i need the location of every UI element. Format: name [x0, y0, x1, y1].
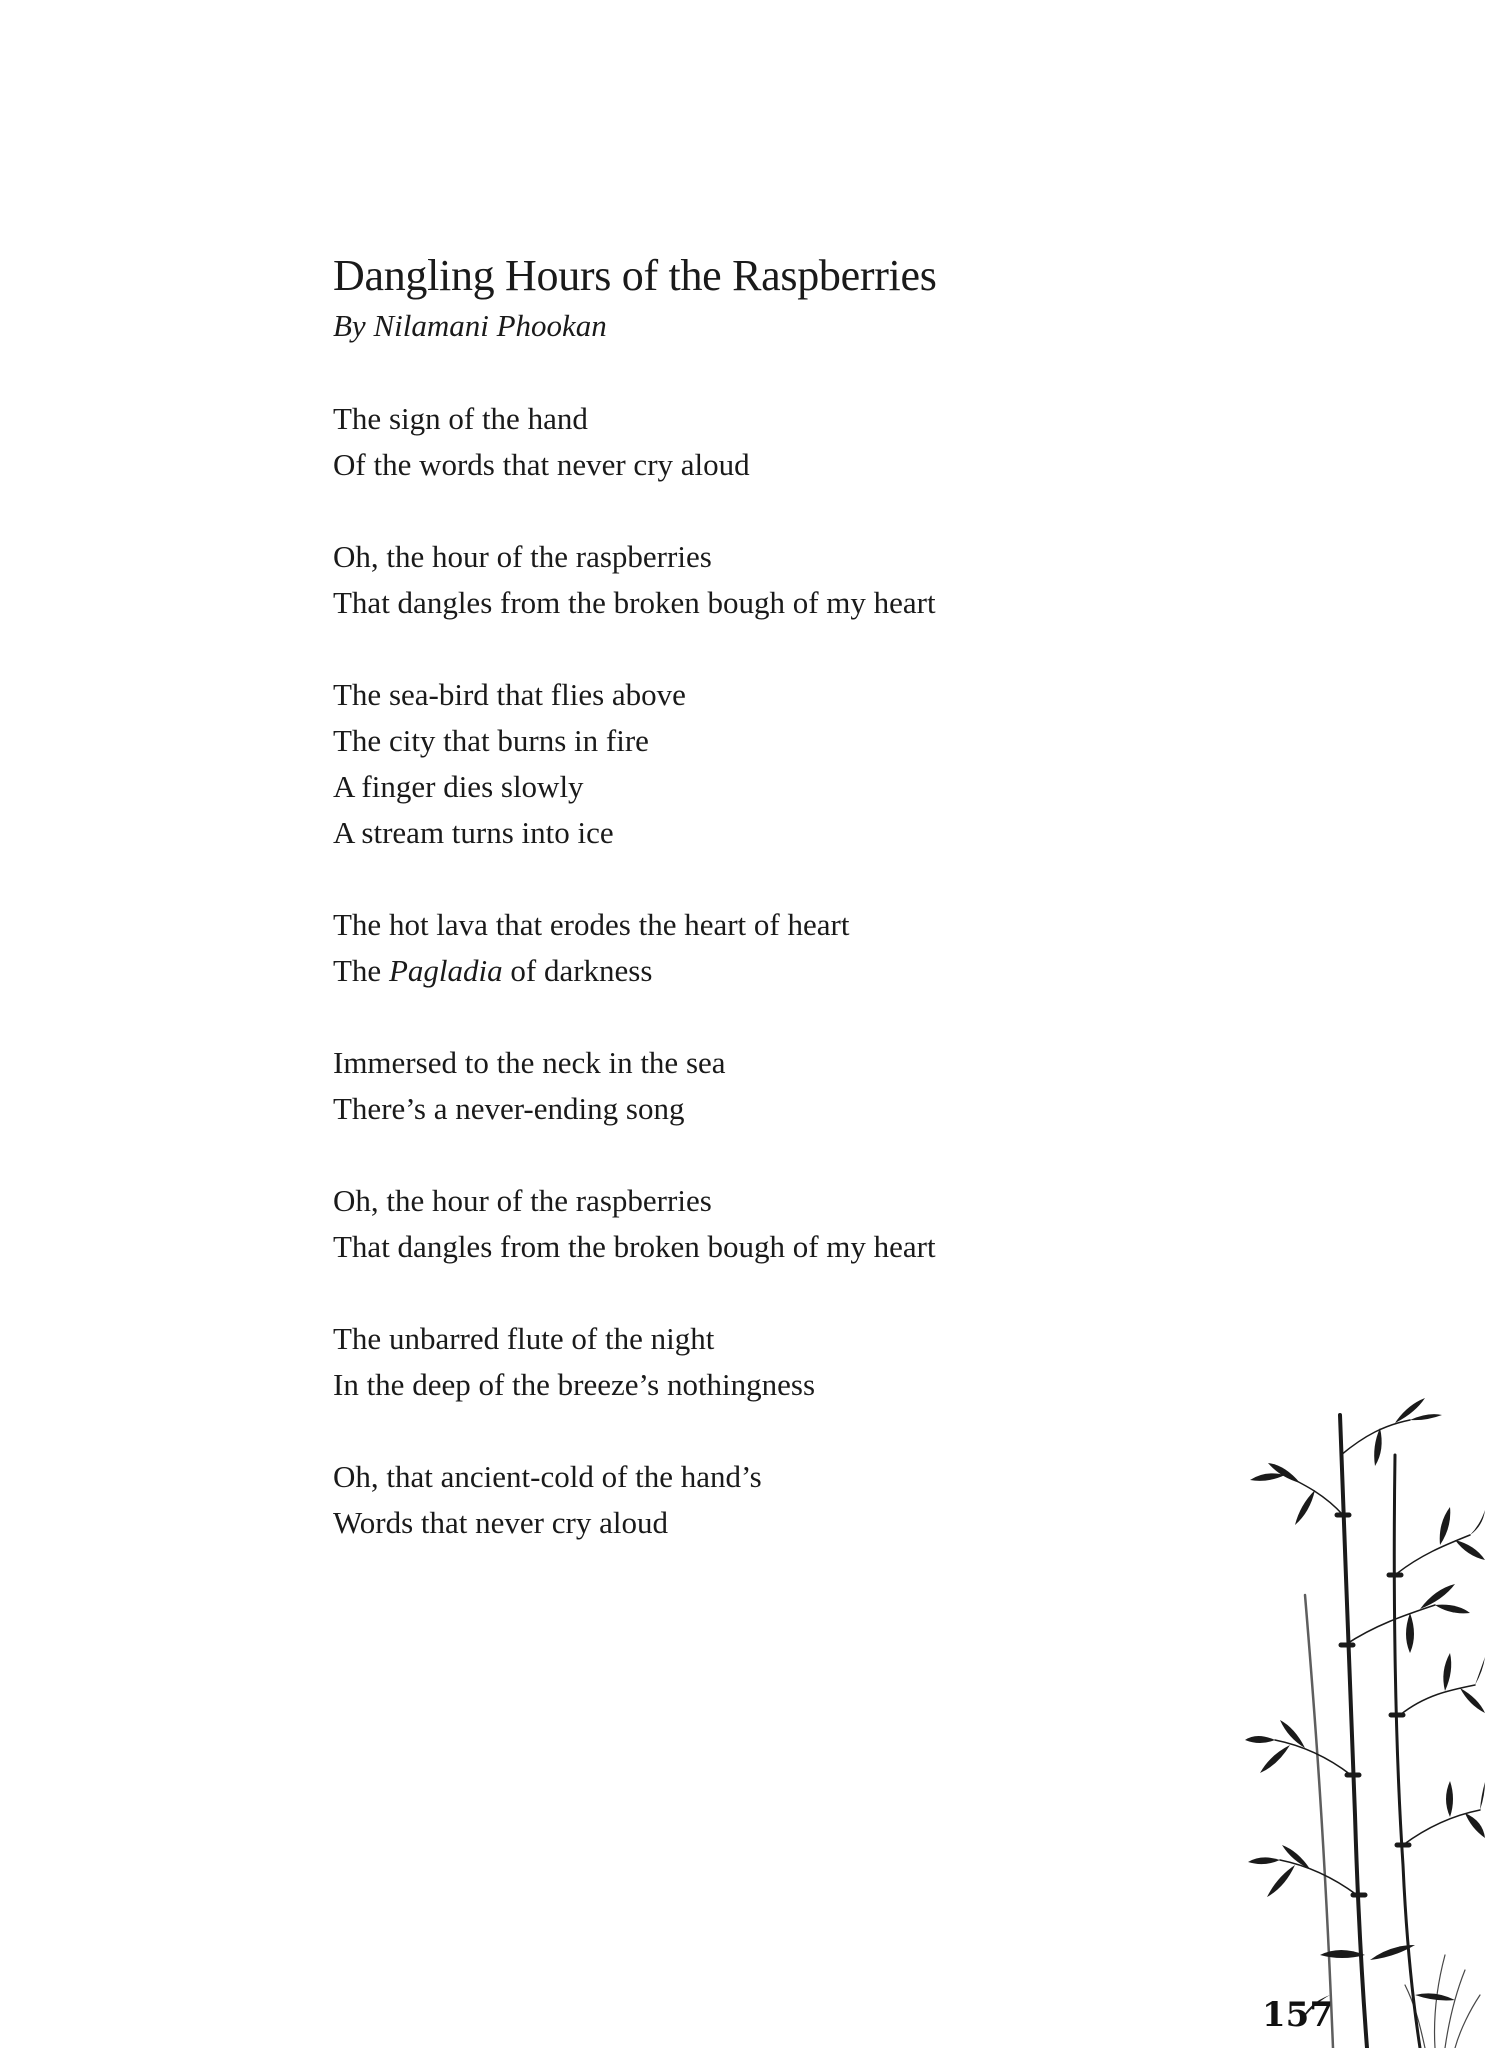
- stanza-7: [333, 1316, 1233, 1408]
- poem-line: Oh, the hour of the raspberries: [333, 539, 712, 574]
- poem-line: There’s a never-ending song: [333, 1091, 685, 1126]
- poem-line: That dangles from the broken bough of my heart: [333, 1229, 936, 1264]
- poem-line: The hot lava that erodes the heart of heart: [333, 907, 850, 942]
- poem-byline: By Nilamani Phookan: [333, 308, 607, 343]
- stanza-8: [333, 1454, 1233, 1546]
- poem-line-pagladia: [333, 948, 1233, 994]
- poem-line: The sea-bird that flies above: [333, 677, 686, 712]
- stanza-2: [333, 534, 1233, 626]
- poem-content: [333, 246, 1233, 1592]
- poem-line: The sign of the hand: [333, 401, 588, 436]
- poem-line: In the deep of the breeze’s nothingness: [333, 1367, 816, 1402]
- stanza-1: [333, 396, 1233, 488]
- stanza-4: [333, 902, 1233, 994]
- poem-line: Words that never cry aloud: [333, 1505, 668, 1540]
- poem-line: The unbarred flute of the night: [333, 1321, 715, 1356]
- poem-line: That dangles from the broken bough of my heart: [333, 585, 936, 620]
- poem-line: A stream turns into ice: [333, 815, 614, 850]
- bamboo-ink-illustration-icon: [1245, 1395, 1485, 2048]
- page-number: 157: [1262, 1995, 1333, 2035]
- poem-line: A finger dies slowly: [333, 769, 584, 804]
- poem-line: Oh, that ancient-cold of the hand’s: [333, 1459, 762, 1494]
- poem-line: Immersed to the neck in the sea: [333, 1045, 726, 1080]
- stanza-3: [333, 672, 1233, 856]
- stanza-6: [333, 1178, 1233, 1270]
- stanza-5: [333, 1040, 1233, 1132]
- poem-line: Oh, the hour of the raspberries: [333, 1183, 712, 1218]
- italic-word: Pagladia: [388, 953, 503, 988]
- line-suffix: of darkness: [502, 953, 653, 988]
- line-prefix: The: [333, 953, 389, 988]
- poem-title: Dangling Hours of the Raspberries: [333, 251, 937, 300]
- poem-line: Of the words that never cry aloud: [333, 447, 750, 482]
- poem-line: The city that burns in fire: [333, 723, 649, 758]
